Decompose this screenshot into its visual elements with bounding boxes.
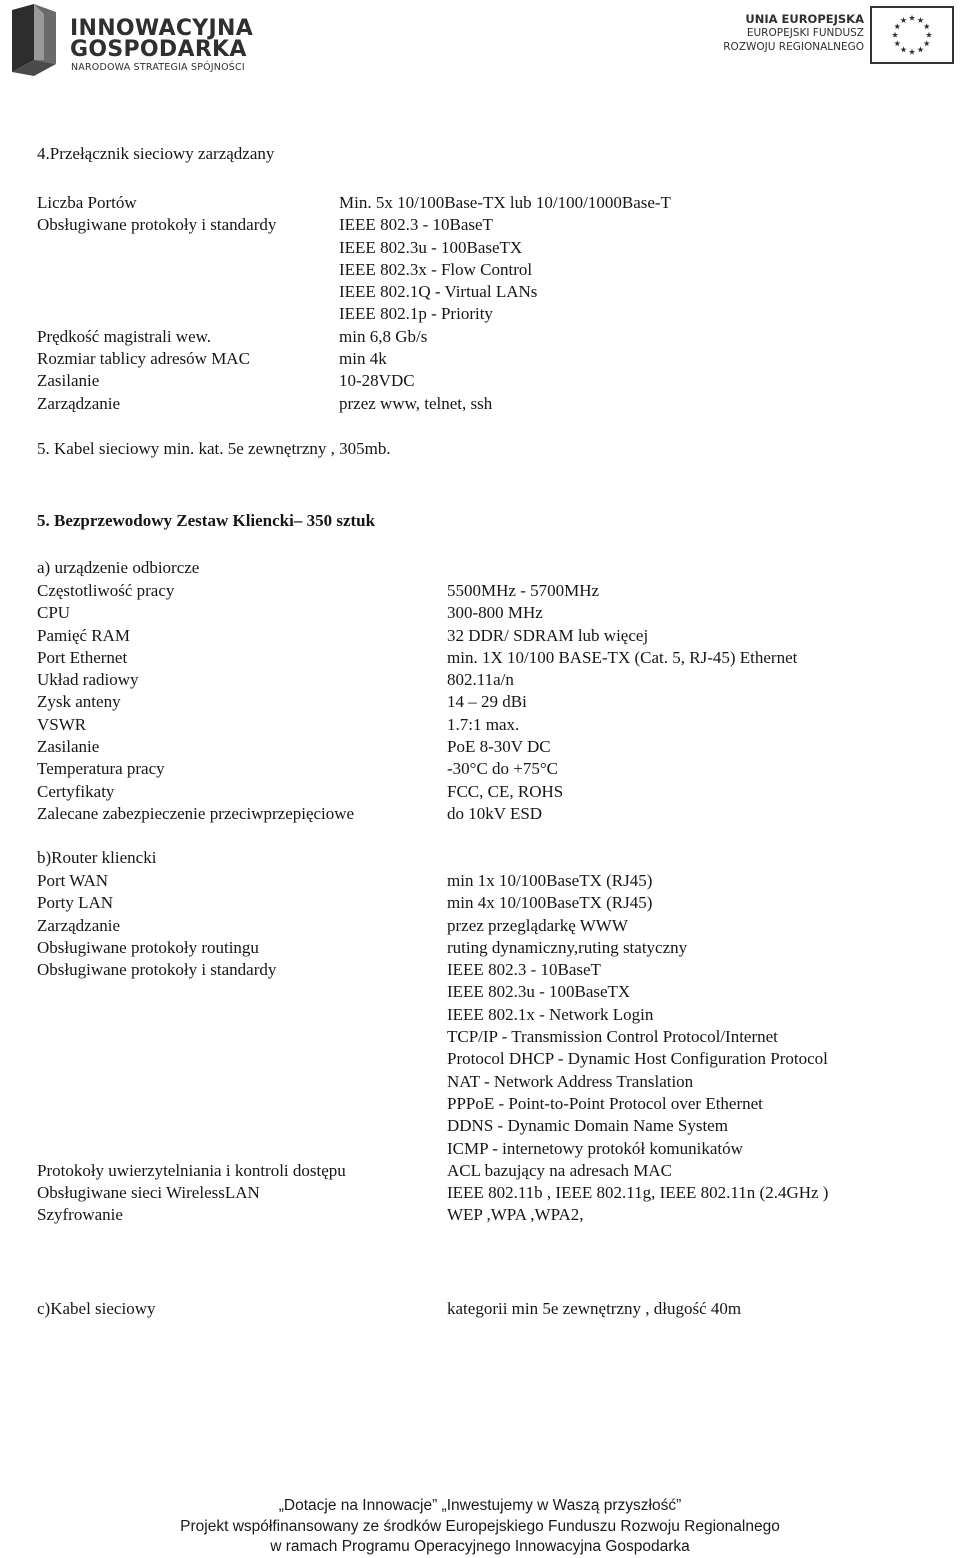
part-b-values xyxy=(447,870,828,1227)
eu-star-icon xyxy=(917,47,923,53)
spec-row-text: Rozmiar tablicy adresów MAC xyxy=(37,349,250,369)
part-c-value: kategorii min 5e zewnętrzny , długość 40m xyxy=(447,1299,742,1318)
spec-row-text: TCP/IP - Transmission Control Protocol/Internet xyxy=(447,1027,778,1047)
footer xyxy=(0,1496,960,1558)
footer-line2: Projekt współfinansowany ze środków Europejskiego Funduszu Rozwoju Regionalnego xyxy=(180,1517,780,1535)
spec-row-text: min. 1X 10/100 BASE-TX (Cat. 5, RJ-45) Ethernet xyxy=(447,647,798,667)
section5-cable-text: 5. Kabel sieciowy min. kat. 5e zewnętrzny , 305mb. xyxy=(37,439,391,458)
section4-title: 4.Przełącznik sieciowy zarządzany xyxy=(37,144,275,163)
part-b-labels xyxy=(37,870,346,1227)
spec-row-text: ruting dynamiczny,ruting statyczny xyxy=(447,937,688,957)
spec-row-text: Obsługiwane protokoły i standardy xyxy=(37,960,277,980)
spec-row-text: Certyfikaty xyxy=(37,781,115,801)
eu-star-icon xyxy=(924,40,930,46)
spec-row-text: PPPoE - Point-to-Point Protocol over Ethernet xyxy=(447,1093,763,1113)
spec-row-text: PoE 8-30V DC xyxy=(447,737,551,757)
spec-row-text: IEEE 802.3u - 100BaseTX xyxy=(339,237,523,257)
spec-row-text xyxy=(37,259,276,281)
spec-row-text: NAT - Network Address Translation xyxy=(447,1071,694,1091)
eu-logo xyxy=(716,6,960,68)
spec-row-text: 14 – 29 dBi xyxy=(447,692,527,712)
eu-star-icon xyxy=(909,49,915,55)
section4-values xyxy=(339,192,671,415)
eu-flag-stars-icon xyxy=(870,6,954,64)
spec-row-text xyxy=(37,981,346,1003)
spec-row-text xyxy=(37,1026,346,1048)
eu-star-icon xyxy=(892,32,898,38)
spec-row-text: Protocol DHCP - Dynamic Host Configuration Protocol xyxy=(447,1049,828,1069)
spec-row-text: Szyfrowanie xyxy=(37,1205,123,1225)
eu-star-icon xyxy=(924,23,930,29)
spec-row-text xyxy=(37,1004,346,1026)
spec-row-text: Port WAN xyxy=(37,871,108,890)
eu-star-icon xyxy=(900,17,906,23)
spec-row-text: Zarządzanie xyxy=(37,393,121,413)
spec-row-text xyxy=(37,1115,346,1137)
spec-row-text: VSWR xyxy=(37,714,87,734)
logo-subtitle: NARODOWA STRATEGIA SPÓJNOŚCI xyxy=(71,62,245,73)
spec-row-text xyxy=(37,1138,346,1160)
spec-row-text: 32 DDR/ SDRAM lub więcej xyxy=(447,625,649,645)
spec-row-text: IEEE 802.3 - 10BaseT xyxy=(447,960,601,980)
eu-star-icon xyxy=(894,40,900,46)
spec-row-text: IEEE 802.3u - 100BaseTX xyxy=(447,982,631,1002)
spec-row-text: Pamięć RAM xyxy=(37,625,131,645)
spec-row-text: Liczba Portów xyxy=(37,193,137,212)
spec-row-text: 10-28VDC xyxy=(339,371,415,391)
spec-row-text: Port Ethernet xyxy=(37,647,128,667)
part-c-label: c)Kabel sieciowy xyxy=(37,1299,156,1318)
spec-row-text: Zasilanie xyxy=(37,371,100,391)
spec-row-text: Temperatura pracy xyxy=(37,759,165,779)
part-b-title: b)Router kliencki xyxy=(37,848,157,867)
spec-row-text: WEP ,WPA ,WPA2, xyxy=(447,1205,584,1225)
logo-title xyxy=(70,18,253,60)
eu-star-icon xyxy=(926,32,932,38)
spec-row-text: 300-800 MHz xyxy=(447,603,543,623)
spec-row-text xyxy=(37,1048,346,1070)
spec-row-text: IEEE 802.1Q - Virtual LANs xyxy=(339,282,538,302)
eu-star-icon xyxy=(900,47,906,53)
spec-row-text: -30°C do +75°C xyxy=(447,759,559,779)
part-a-values xyxy=(447,580,797,825)
part-a-title: a) urządzenie odbiorcze xyxy=(37,558,200,577)
spec-row-text: przez www, telnet, ssh xyxy=(339,393,493,413)
eu-logo-line1: UNIA EUROPEJSKA xyxy=(745,12,864,26)
spec-row-text: Układ radiowy xyxy=(37,670,139,690)
spec-row-text: Min. 5x 10/100Base-TX lub 10/100/1000Base-T xyxy=(339,193,671,212)
spec-row-text: ICMP - internetowy protokół komunikatów xyxy=(447,1138,743,1158)
eu-logo-line2: EUROPEJSKI FUNDUSZ xyxy=(746,27,864,39)
eu-logo-line3: ROZWOJU REGIONALNEGO xyxy=(723,41,864,53)
flag-figure-icon xyxy=(4,2,66,78)
spec-row-text xyxy=(37,1093,346,1115)
spec-row-text xyxy=(37,303,276,325)
footer-line1: „Dotacje na Innowacje” „Inwestujemy w Waszą przyszłość” xyxy=(278,1497,682,1514)
spec-row-text: Prędkość magistrali wew. xyxy=(37,326,212,346)
spec-row-text xyxy=(37,281,276,303)
eu-star-icon xyxy=(894,23,900,29)
spec-row-text: IEEE 802.1x - Network Login xyxy=(447,1004,654,1024)
spec-row-text: do 10kV ESD xyxy=(447,803,543,823)
spec-row-text: IEEE 802.11b , IEEE 802.11g, IEEE 802.11n (2.4GHz ) xyxy=(447,1183,829,1203)
spec-row-text: FCC, CE, ROHS xyxy=(447,781,564,801)
spec-row-text: Zysk anteny xyxy=(37,692,121,712)
eu-star-icon xyxy=(917,17,923,23)
spec-row-text: min 6,8 Gb/s xyxy=(339,326,428,346)
spec-row-text: Zalecane zabezpieczenie przeciwprzepięciowe xyxy=(37,803,355,823)
spec-row-text: 1.7:1 max. xyxy=(447,714,520,734)
eu-star-icon xyxy=(909,15,915,21)
spec-row-text: przez przeglądarkę WWW xyxy=(447,915,628,935)
spec-row-text: Porty LAN xyxy=(37,893,114,913)
eu-logo-text xyxy=(723,12,864,54)
spec-row-text: IEEE 802.3 - 10BaseT xyxy=(339,215,493,235)
spec-row-text: 5500MHz - 5700MHz xyxy=(447,581,600,600)
spec-row-text xyxy=(37,1071,346,1093)
spec-row-text: min 4k xyxy=(339,349,387,369)
part-a-labels xyxy=(37,580,354,825)
innowacyjna-gospodarka-logo xyxy=(4,2,254,78)
spec-row-text: IEEE 802.3x - Flow Control xyxy=(339,259,533,279)
spec-row-text: Zarządzanie xyxy=(37,915,121,935)
spec-row-text: Zasilanie xyxy=(37,737,100,757)
footer-line3: w ramach Programu Operacyjnego Innowacyjna Gospodarka xyxy=(270,1538,690,1555)
spec-row-text: Protokoły uwierzytelniania i kontroli dostępu xyxy=(37,1160,346,1180)
spec-row-text xyxy=(37,237,276,259)
spec-row-text: CPU xyxy=(37,603,71,623)
spec-row-text: Obsługiwane protokoły routingu xyxy=(37,937,259,957)
spec-row-text: Częstotliwość pracy xyxy=(37,581,175,600)
spec-row-text: Obsługiwane sieci WirelessLAN xyxy=(37,1183,260,1203)
section4-labels xyxy=(37,192,276,415)
spec-row-text: Obsługiwane protokoły i standardy xyxy=(37,215,277,235)
spec-row-text: min 4x 10/100BaseTX (RJ45) xyxy=(447,893,653,913)
spec-row-text: DDNS - Dynamic Domain Name System xyxy=(447,1116,728,1136)
spec-row-text: ACL bazujący na adresach MAC xyxy=(447,1160,673,1180)
logo-title-line1: INNOWACYJNA xyxy=(70,16,254,41)
spec-row-text: IEEE 802.1p - Priority xyxy=(339,304,493,324)
logo-title-line2: GOSPODARKA xyxy=(70,37,247,62)
spec-row-text: 802.11a/n xyxy=(447,670,514,690)
section5-kit-title: 5. Bezprzewodowy Zestaw Kliencki– 350 sztuk xyxy=(37,511,376,530)
spec-row-text: min 1x 10/100BaseTX (RJ45) xyxy=(447,871,653,890)
